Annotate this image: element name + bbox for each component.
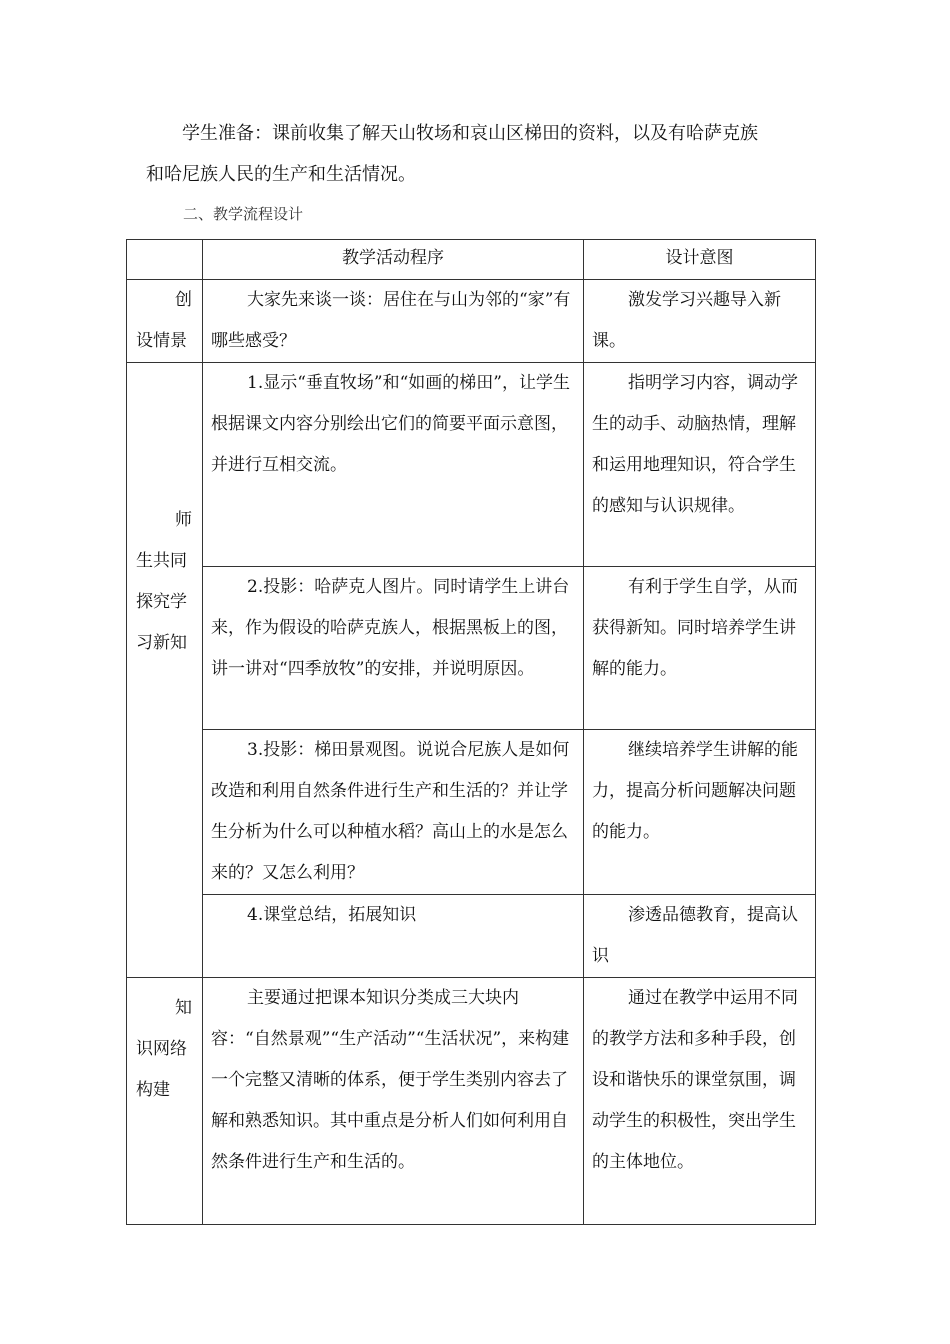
- table-row: [127, 567, 816, 730]
- table-row: [127, 730, 816, 895]
- intent-text: 通过在教学中运用不同的教学方法和多种手段，创设和谐快乐的课堂氛围，调动学生的积极性，突出学生的主体地位。: [592, 988, 798, 1172]
- activity-text: 主要通过把课本知识分类成三大块内容：“自然景观”“生产活动”“生活状况”，来构建一个完整又清晰的体系，便于学生类别内容去了解和熟悉知识。其中重点是分析人们如何利用自然条件进行生产和生活的。: [211, 988, 570, 1172]
- table-row: [127, 280, 816, 363]
- intent-text: 指明学习内容，调动学生的动手、动脑热情，理解和运用地理知识，符合学生的感知与认识规律。: [592, 373, 798, 516]
- activity-cell: [203, 730, 584, 895]
- activity-cell: [203, 567, 584, 730]
- intro-line-1: 学生准备：课前收集了解天山牧场和哀山区梯田的资料，以及有哈萨克族: [182, 123, 758, 144]
- activity-text: 大家先来谈一谈：居住在与山为邻的“家”有哪些感受？: [211, 290, 571, 351]
- intent-text: 有利于学生自学，从而获得新知。同时培养学生讲解的能力。: [592, 577, 798, 679]
- stage-label-first: 知: [175, 998, 192, 1018]
- intent-cell: [584, 895, 816, 978]
- intent-text: 激发学习兴趣导入新课。: [592, 290, 781, 351]
- activity-cell: [203, 363, 584, 567]
- stage-label-rest: 设情景: [136, 331, 187, 351]
- intent-cell: [584, 978, 816, 1225]
- intro-paragraph: [146, 113, 806, 195]
- header-cell-stage: [127, 240, 203, 280]
- stage-cell: [127, 363, 203, 978]
- activity-text: 2.投影：哈萨克人图片。同时请学生上讲台来，作为假设的哈萨克族人，根据黑板上的图，讲一讲对“四季放牧”的安排，并说明原因。: [211, 577, 570, 679]
- stage-label-first: 师: [175, 510, 192, 530]
- table-row: [127, 363, 816, 567]
- header-cell-activity: 教学活动程序: [203, 240, 584, 280]
- activity-cell: [203, 280, 584, 363]
- activity-cell: [203, 978, 584, 1225]
- header-cell-intent: 设计意图: [584, 240, 816, 280]
- stage-label-rest: 识网络构建: [136, 1039, 187, 1100]
- section-heading: 二、教学流程设计: [183, 205, 304, 223]
- stage-label-first: 创: [175, 290, 192, 310]
- stage-cell: [127, 280, 203, 363]
- table-row: [127, 895, 816, 978]
- table-row: [127, 978, 816, 1225]
- intent-cell: [584, 363, 816, 567]
- activity-text: 1.显示“垂直牧场”和“如画的梯田”，让学生根据课文内容分别绘出它们的简要平面示意图，并进行互相交流。: [211, 373, 570, 475]
- intent-cell: [584, 730, 816, 895]
- intent-cell: [584, 280, 816, 363]
- activity-cell: [203, 895, 584, 978]
- intent-text: 继续培养学生讲解的能力，提高分析问题解决问题的能力。: [592, 740, 798, 842]
- stage-cell: [127, 978, 203, 1225]
- intent-cell: [584, 567, 816, 730]
- stage-label-rest: 生共同探究学习新知: [136, 551, 187, 653]
- intro-line-2: 和哈尼族人民的生产和生活情况。: [146, 164, 416, 185]
- activity-text: 4.课堂总结，拓展知识: [247, 905, 417, 925]
- activity-text: 3.投影：梯田景观图。说说合尼族人是如何改造和利用自然条件进行生产和生活的？并让学生分析为什么可以种植水稻？高山上的水是怎么来的？又怎么利用？: [211, 740, 570, 883]
- intent-text: 渗透品德教育，提高认识: [592, 905, 798, 966]
- table-header-row: [127, 240, 816, 280]
- teaching-flow-table: [126, 239, 816, 1225]
